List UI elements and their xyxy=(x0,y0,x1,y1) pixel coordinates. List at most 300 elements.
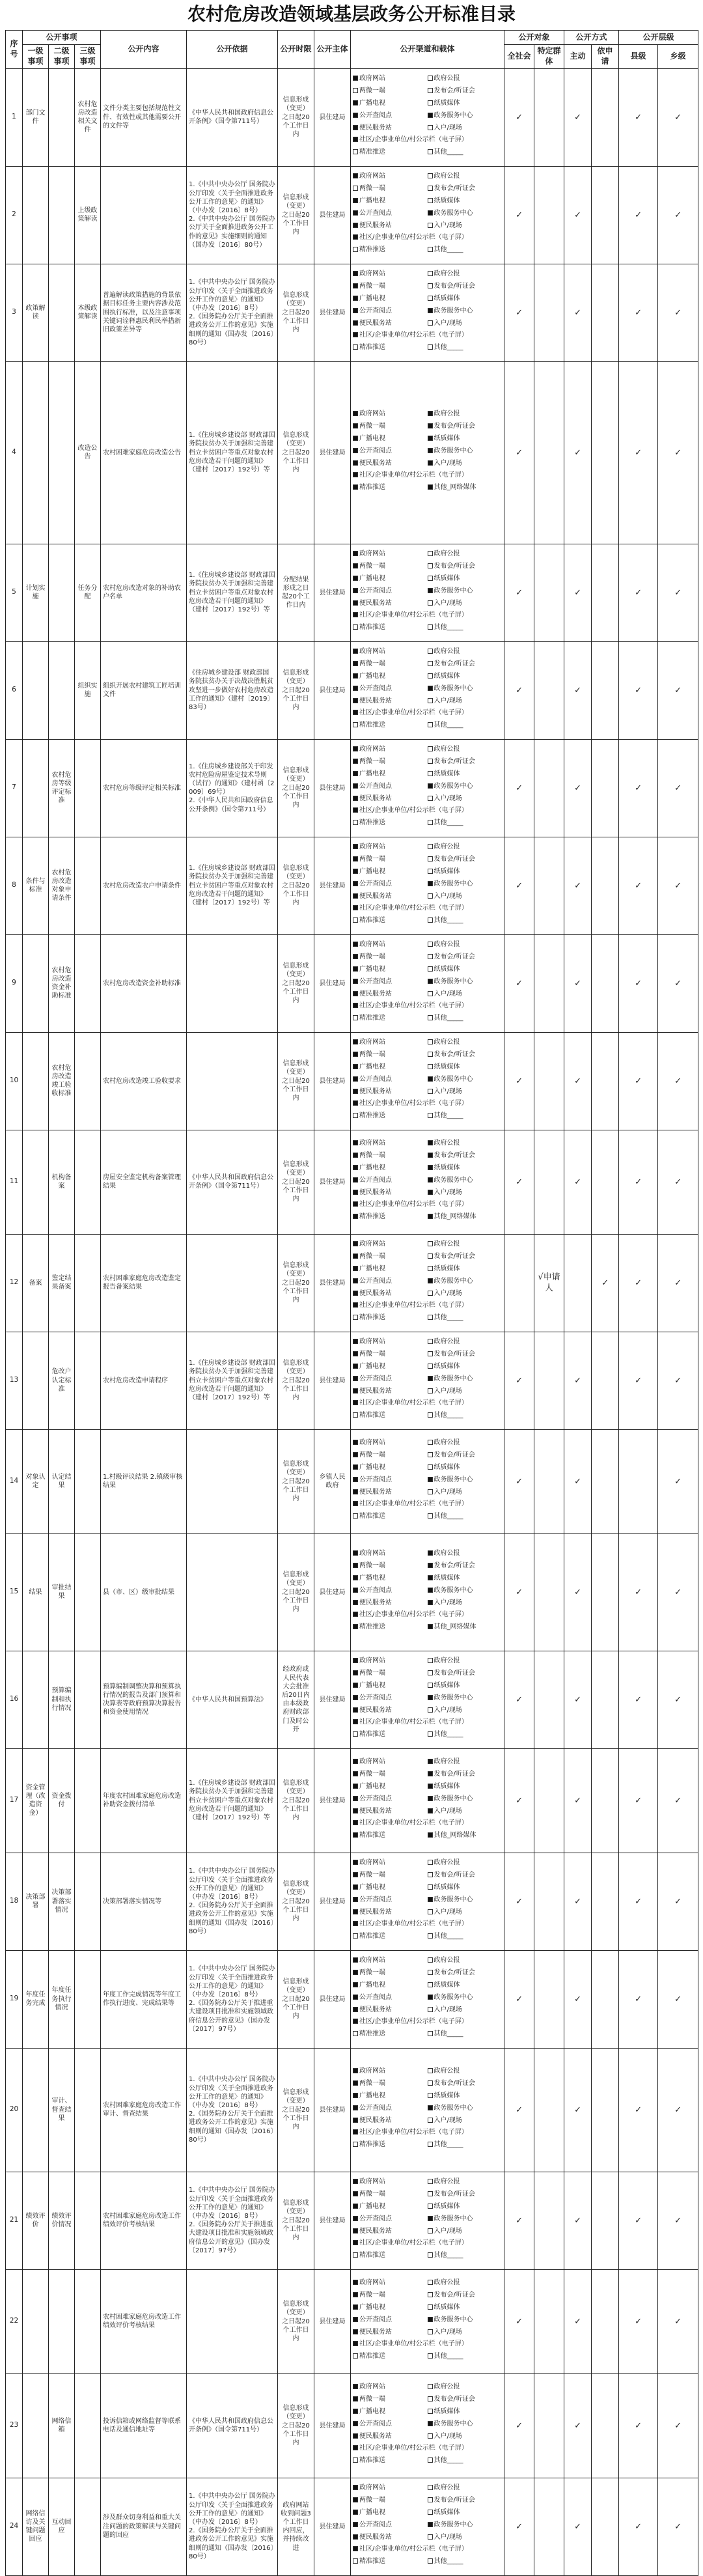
item-level-3 xyxy=(75,1234,101,1332)
object-special-mark xyxy=(534,1130,564,1234)
checked-box-icon xyxy=(353,2409,358,2414)
channel-option-label: 精准推送 xyxy=(359,1412,386,1420)
channel-option-other xyxy=(428,721,503,730)
channel-option-service xyxy=(428,1476,503,1485)
channel-option-hotline xyxy=(353,459,428,468)
checked-box-icon xyxy=(428,1897,433,1902)
unchecked-box-icon xyxy=(353,1315,358,1320)
header-level: 公开层级 xyxy=(619,31,698,45)
channel-option-label: 便民服务站 xyxy=(359,1087,393,1095)
item-level-1 xyxy=(23,1651,49,1748)
checked-box-icon xyxy=(353,1241,358,1246)
row-number: 16 xyxy=(6,1651,23,1748)
row-number: 22 xyxy=(6,2269,23,2373)
channel-option-label: 发布会/听证会 xyxy=(434,1051,475,1058)
checked-box-icon xyxy=(428,2421,433,2426)
level-county-mark: ✓ xyxy=(619,361,658,544)
level-town-mark: ✓ xyxy=(658,1032,698,1130)
channel-option-gazette xyxy=(428,1337,503,1347)
item-level-3 xyxy=(75,2048,101,2172)
checked-box-icon xyxy=(428,411,433,416)
public-time: 信息形成（变更）之日起20个工作日内 xyxy=(278,1853,314,1950)
channel-option-label: 政府网站 xyxy=(359,941,386,949)
channel-option-door xyxy=(428,319,503,328)
object-special-mark xyxy=(534,1429,564,1533)
channel-option-other xyxy=(428,245,503,255)
channel-option-label: 广播电视 xyxy=(359,770,386,777)
channel-option-label: 两微一端 xyxy=(359,953,386,960)
mode-apply-mark xyxy=(592,1853,619,1950)
mode-apply-mark xyxy=(592,1130,619,1234)
channel-option-service xyxy=(428,2316,503,2325)
channel-option-paper xyxy=(428,434,503,443)
public-content: 农村困难家庭危房改造工作绩效评价考核结果 xyxy=(101,2172,187,2269)
channel-option-label: 广播电视 xyxy=(359,1164,386,1171)
channel-option-label: 其他_____ xyxy=(434,148,463,156)
channel-option-label: 公开查阅点 xyxy=(359,1896,393,1903)
item-level-1 xyxy=(23,1130,49,1234)
channel-option-door xyxy=(428,1087,503,1097)
row-number: 12 xyxy=(6,1234,23,1332)
channel-option-label: 精准推送 xyxy=(359,2353,386,2360)
mode-apply-mark xyxy=(592,2478,619,2575)
channel-option-broadcast xyxy=(353,672,428,681)
mode-active-mark: ✓ xyxy=(564,2172,592,2269)
channel-option-label: 入户/现场 xyxy=(434,459,462,467)
channel-option-label: 政府公报 xyxy=(434,1550,460,1558)
mode-apply-mark xyxy=(592,544,619,641)
object-all-mark: ✓ xyxy=(504,1533,534,1651)
channel-option-label: 其他_网络媒体 xyxy=(434,484,476,492)
unchecked-box-icon xyxy=(353,2142,358,2147)
header-object-special: 特定群体 xyxy=(534,45,564,69)
channel-option-other xyxy=(428,2352,503,2361)
checked-box-icon xyxy=(353,2384,358,2389)
public-time: 信息形成（变更）之日起20个工作日内 xyxy=(278,1950,314,2048)
checked-box-icon xyxy=(353,1759,358,1764)
mode-apply-mark xyxy=(592,1533,619,1651)
channel-option-label: 发布会/听证会 xyxy=(434,185,475,192)
unchecked-box-icon xyxy=(428,563,433,568)
channel-option-label: 精准推送 xyxy=(359,2141,386,2149)
channel-option-label: 政务服务中心 xyxy=(434,2215,473,2222)
checked-box-icon xyxy=(353,1190,358,1195)
level-town-mark: ✓ xyxy=(658,2048,698,2172)
channel-option-other xyxy=(428,1623,503,1632)
channel-option-label: 精准推送 xyxy=(359,2457,386,2465)
object-special-mark xyxy=(534,2269,564,2373)
channel-option-label: 两微一端 xyxy=(359,1562,386,1569)
channel-option-door xyxy=(428,221,503,231)
channel-option-label: 纸质媒体 xyxy=(434,2407,460,2415)
channel-option-label: 便民服务站 xyxy=(359,892,393,900)
channel-option-precise xyxy=(353,1313,428,1323)
public-time: 信息形成（变更）之日起20个工作日内 xyxy=(278,264,314,361)
row-number: 23 xyxy=(6,2373,23,2478)
channel-option-label: 入户/现场 xyxy=(434,124,462,132)
unchecked-box-icon xyxy=(428,1339,433,1344)
checked-box-icon xyxy=(428,783,433,789)
channel-option-broadcast xyxy=(353,2508,428,2517)
checked-box-icon xyxy=(353,223,358,228)
level-town-mark: ✓ xyxy=(658,641,698,739)
channel-option-label: 两微一端 xyxy=(359,2191,386,2198)
checked-box-icon xyxy=(353,2497,358,2502)
channel-option-web xyxy=(353,1240,428,1249)
item-level-2: 农村危房等级评定标准 xyxy=(49,739,75,837)
table-row xyxy=(6,166,698,264)
object-all-mark: ✓ xyxy=(504,739,534,837)
public-subject: 县住建局 xyxy=(314,2048,351,2172)
public-basis: 1.《中共中央办公厅 国务院办公厅印发〈关于全面推进政务公开工作的意见〉的通知》（中办发〔2016〕8号） 2.《国务院办公厅关于全面推进政务公开工作的意见》实施细则的通知（国办发〔2016〕80号） xyxy=(187,1853,278,1950)
channel-option-label: 精准推送 xyxy=(359,344,386,352)
object-all-mark: ✓ xyxy=(504,1950,534,2048)
public-content: 农村困难家庭危房改造鉴定报告备案结果 xyxy=(101,1234,187,1332)
object-special-mark xyxy=(534,1853,564,1950)
public-time: 信息形成（变更）之日起20个工作日内 xyxy=(278,2269,314,2373)
channel-option-label: 纸质媒体 xyxy=(434,1265,460,1272)
checked-box-icon xyxy=(428,1695,433,1700)
checked-box-icon xyxy=(353,2485,358,2490)
channel-option-gazette xyxy=(428,1139,503,1148)
checked-box-icon xyxy=(353,76,358,81)
public-subject: 县住建局 xyxy=(314,264,351,361)
checked-box-icon xyxy=(353,472,358,477)
channel-option-label: 纸质媒体 xyxy=(434,1883,460,1891)
channel-option-broadcast xyxy=(353,1063,428,1072)
object-special-mark xyxy=(534,361,564,544)
unchecked-box-icon xyxy=(428,1052,433,1057)
item-level-1: 年度任务完成 xyxy=(23,1950,49,2048)
public-time: 经政府或人民代表大会批准后20日内由本级政府财政部门及时公开 xyxy=(278,1651,314,1748)
channel-option-label: 政务服务中心 xyxy=(434,447,473,455)
unchecked-box-icon xyxy=(428,551,433,556)
channel-option-label: 发布会/听证会 xyxy=(434,1969,475,1976)
public-content: 农村危房改造申请程序 xyxy=(101,1332,187,1429)
level-county-mark: ✓ xyxy=(619,1130,658,1234)
channel-option-label: 政府公报 xyxy=(434,1859,460,1867)
channel-option-label: 政府公报 xyxy=(434,1758,460,1766)
channel-option-wechat xyxy=(353,1561,428,1571)
checked-box-icon xyxy=(353,2019,358,2024)
public-subject: 乡镇人民政府 xyxy=(314,1429,351,1533)
level-county-mark: ✓ xyxy=(619,2269,658,2373)
channel-option-board xyxy=(353,307,428,316)
checked-box-icon xyxy=(353,1719,358,1724)
channel-option-label: 社区/企事业单位/村公示栏（电子屏） xyxy=(359,2018,468,2026)
channel-option-label: 精准推送 xyxy=(359,148,386,156)
channel-option-community xyxy=(353,1001,502,1011)
mode-active-mark: ✓ xyxy=(564,1429,592,1533)
checked-box-icon xyxy=(353,2280,358,2285)
channel-option-hotline xyxy=(353,1289,428,1298)
unchecked-box-icon xyxy=(428,1970,433,1975)
channel-option-label: 精准推送 xyxy=(359,1015,386,1022)
row-number: 1 xyxy=(6,68,23,166)
public-subject: 县住建局 xyxy=(314,641,351,739)
channel-option-label: 政府网站 xyxy=(359,410,386,418)
checked-box-icon xyxy=(353,1897,358,1902)
table-row xyxy=(6,544,698,641)
channel-option-broadcast xyxy=(353,1574,428,1583)
channel-option-hotline xyxy=(353,990,428,999)
channel-option-label: 两微一端 xyxy=(359,758,386,765)
channel-option-label: 入户/现场 xyxy=(434,1908,462,1916)
level-town-mark: ✓ xyxy=(658,544,698,641)
checked-box-icon xyxy=(353,1884,358,1890)
unchecked-box-icon xyxy=(428,991,433,996)
channel-option-label: 政府网站 xyxy=(359,2067,386,2075)
channel-option-label: 其他_____ xyxy=(434,2030,463,2038)
channel-option-label: 两微一端 xyxy=(359,1871,386,1879)
channel-option-label: 社区/企事业单位/村公示栏（电子屏） xyxy=(359,1500,468,1508)
unchecked-box-icon xyxy=(353,186,358,191)
channel-option-label: 便民服务站 xyxy=(359,1188,393,1196)
channel-option-precise xyxy=(353,1112,428,1121)
unchecked-box-icon xyxy=(428,1089,433,1094)
item-level-2: 认定结果 xyxy=(49,1429,75,1533)
public-subject: 县住建局 xyxy=(314,1748,351,1853)
channel-option-gazette xyxy=(428,2484,503,2493)
channel-option-label: 政府公报 xyxy=(434,2178,460,2186)
channel-option-paper xyxy=(428,574,503,583)
level-town-mark: ✓ xyxy=(658,1533,698,1651)
channel-option-wechat xyxy=(353,282,428,291)
table-row xyxy=(6,2172,698,2269)
unchecked-box-icon xyxy=(428,1315,433,1320)
channel-option-hotline xyxy=(353,2328,428,2337)
channel-option-wechat xyxy=(353,1350,428,1359)
unchecked-box-icon xyxy=(428,173,433,178)
channel-option-label: 便民服务站 xyxy=(359,2328,393,2336)
unchecked-box-icon xyxy=(428,1909,433,1914)
checked-box-icon xyxy=(353,332,358,337)
checked-box-icon xyxy=(428,1177,433,1183)
channel-option-label: 政务服务中心 xyxy=(434,2420,473,2428)
channel-option-door xyxy=(428,1387,503,1396)
channel-option-label: 两微一端 xyxy=(359,87,386,94)
checked-box-icon xyxy=(353,1909,358,1914)
public-content: 涉及群众切身利益和重大关注问题的政策解读与关键问题的回应 xyxy=(101,2478,187,2575)
unchecked-box-icon xyxy=(428,954,433,959)
channel-option-broadcast xyxy=(353,574,428,583)
level-town-mark: ✓ xyxy=(658,1234,698,1332)
unchecked-box-icon xyxy=(428,893,433,899)
channel-option-board xyxy=(353,1476,428,1485)
channel-option-broadcast xyxy=(353,1463,428,1472)
channel-option-label: 政务服务中心 xyxy=(434,1993,473,2001)
channel-option-label: 其他_____ xyxy=(434,1314,463,1322)
checked-box-icon xyxy=(353,2118,358,2123)
public-basis: 1.《中共中央办公厅 国务院办公厅印发〈关于全面推进政务公开工作的意见〉的通知》（中办发〔2016〕8号） 2.《国务院办公厅关于全面推进政务公开工作的意见》实施细则的通知（国办发〔2016〕80号） xyxy=(187,264,278,361)
item-level-1: 部门文件 xyxy=(23,68,49,166)
unchecked-box-icon xyxy=(428,88,433,93)
channel-option-paper xyxy=(428,672,503,681)
channel-option-precise xyxy=(353,1212,428,1222)
table-row xyxy=(6,837,698,934)
public-basis: 1.《中共中央办公厅 国务院办公厅印发〈关于全面推进政务公开工作的意见〉的通知》（中办发〔2016〕8号） 2.《中共中央办公厅 国务院办公厅关于全面推进政务公开工作的意见》实施细则的通知（国办发〔2016〕80号） xyxy=(187,166,278,264)
channel-option-broadcast xyxy=(353,1782,428,1791)
channel-option-label: 精准推送 xyxy=(359,917,386,925)
level-town-mark: ✓ xyxy=(658,1853,698,1950)
channel-option-gazette xyxy=(428,172,503,181)
channel-option-service xyxy=(428,1896,503,1905)
checked-box-icon xyxy=(353,1501,358,1506)
checked-box-icon xyxy=(428,2216,433,2221)
header-lv2: 二级事项 xyxy=(49,45,75,69)
level-county-mark: ✓ xyxy=(619,1853,658,1950)
channel-option-door xyxy=(428,2227,503,2236)
channel-option-web xyxy=(353,2484,428,2493)
object-all-mark: ✓ xyxy=(504,1853,534,1950)
item-level-3 xyxy=(75,1533,101,1651)
channel-option-label: 其他_网络媒体 xyxy=(434,1832,476,1840)
channel-option-label: 社区/企事业单位/村公示栏（电子屏） xyxy=(359,709,468,717)
channel-option-label: 政务服务中心 xyxy=(434,684,473,692)
channel-option-label: 政府公报 xyxy=(434,173,460,180)
row-number: 13 xyxy=(6,1332,23,1429)
checked-box-icon xyxy=(353,1052,358,1057)
channel-option-door xyxy=(428,990,503,999)
channel-option-gazette xyxy=(428,1956,503,1965)
channel-option-label: 广播电视 xyxy=(359,1063,386,1071)
channel-checklist xyxy=(351,2373,504,2478)
public-subject: 县住建局 xyxy=(314,361,351,544)
checked-box-icon xyxy=(428,1808,433,1813)
checked-box-icon xyxy=(353,1600,358,1605)
channel-option-label: 社区/企事业单位/村公示栏（电子屏） xyxy=(359,1718,468,1726)
channel-option-label: 政府网站 xyxy=(359,2279,386,2287)
channel-option-wechat xyxy=(353,562,428,571)
level-county-mark: ✓ xyxy=(619,68,658,166)
item-level-1: 计划实施 xyxy=(23,544,49,641)
public-basis xyxy=(187,2269,278,2373)
item-level-3 xyxy=(75,1651,101,1748)
channel-option-label: 广播电视 xyxy=(359,1362,386,1370)
unchecked-box-icon xyxy=(428,942,433,947)
channel-option-press xyxy=(428,2496,503,2505)
channel-option-board xyxy=(353,2316,428,2325)
channel-option-precise xyxy=(353,1831,428,1840)
public-time: 信息形成（变更）之日起20个工作日内 xyxy=(278,2373,314,2478)
channel-option-wechat xyxy=(353,1451,428,1460)
channel-option-web xyxy=(353,2177,428,2187)
unchecked-box-icon xyxy=(428,296,433,301)
channel-option-label: 其他_____ xyxy=(434,2141,463,2149)
channel-option-label: 其他_____ xyxy=(434,246,463,254)
channel-option-label: 精准推送 xyxy=(359,1731,386,1739)
channel-option-label: 其他_____ xyxy=(434,2252,463,2260)
channel-option-hotline xyxy=(353,697,428,706)
checked-box-icon xyxy=(353,2304,358,2310)
level-county-mark: ✓ xyxy=(619,934,658,1032)
channel-option-label: 政府公报 xyxy=(434,648,460,656)
unchecked-box-icon xyxy=(428,600,433,606)
channel-option-press xyxy=(428,953,503,962)
level-county-mark: ✓ xyxy=(619,544,658,641)
header-channel: 公开渠道和载体 xyxy=(351,31,504,69)
item-level-3: 任务分配 xyxy=(75,544,101,641)
object-all-mark: ✓ xyxy=(504,2172,534,2269)
channel-option-label: 广播电视 xyxy=(359,574,386,582)
channel-option-label: 政府公报 xyxy=(434,1657,460,1665)
channel-option-label: 政府网站 xyxy=(359,2484,386,2492)
header-seq: 序号 xyxy=(6,31,23,69)
checked-box-icon xyxy=(353,1003,358,1008)
channel-option-paper xyxy=(428,1574,503,1583)
checked-box-icon xyxy=(353,2228,358,2233)
level-town-mark: ✓ xyxy=(658,2373,698,2478)
checked-box-icon xyxy=(353,2510,358,2515)
channel-option-label: 广播电视 xyxy=(359,197,386,204)
channel-option-label: 政府公报 xyxy=(434,550,460,558)
row-number: 15 xyxy=(6,1533,23,1651)
channel-option-web xyxy=(353,1956,428,1965)
item-level-2: 资金拨付 xyxy=(49,1748,75,1853)
table-row xyxy=(6,2269,698,2373)
channel-option-label: 其他_____ xyxy=(434,1112,463,1120)
channel-option-press xyxy=(428,87,503,96)
channel-option-label: 纸质媒体 xyxy=(434,1574,460,1582)
public-subject: 县住建局 xyxy=(314,934,351,1032)
unchecked-box-icon xyxy=(428,966,433,972)
public-basis: 《住房城乡建设部 财政部国务院扶贫办关于决战决胜脱贫攻坚进一步做好农村危房改造工作的通知》（建村〔2019〕83号） xyxy=(187,641,278,739)
object-special-mark xyxy=(534,2048,564,2172)
checked-box-icon xyxy=(353,954,358,959)
channel-option-community xyxy=(353,2239,502,2248)
channel-option-label: 精准推送 xyxy=(359,1513,386,1520)
item-level-1: 对象认定 xyxy=(23,1429,49,1533)
row-number: 6 xyxy=(6,641,23,739)
checked-box-icon xyxy=(353,1253,358,1259)
public-content: 1.村级评议结果 2.镇级审核结果 xyxy=(101,1429,187,1533)
channel-option-board xyxy=(353,1586,428,1595)
channel-option-label: 精准推送 xyxy=(359,624,386,632)
checked-box-icon xyxy=(353,2080,358,2086)
unchecked-box-icon xyxy=(428,2142,433,2147)
channel-option-label: 发布会/听证会 xyxy=(434,423,475,430)
item-level-1 xyxy=(23,641,49,739)
channel-option-broadcast xyxy=(353,1883,428,1892)
mode-apply-mark xyxy=(592,2048,619,2172)
checked-box-icon xyxy=(353,423,358,428)
channel-option-label: 纸质媒体 xyxy=(434,1463,460,1471)
mode-apply-mark xyxy=(592,1950,619,2048)
channel-option-press xyxy=(428,1252,503,1261)
unchecked-box-icon xyxy=(428,2304,433,2310)
checked-box-icon xyxy=(353,2105,358,2110)
channel-option-hotline xyxy=(353,2227,428,2236)
channel-option-web xyxy=(353,270,428,279)
unchecked-box-icon xyxy=(428,1266,433,1271)
object-special-mark xyxy=(534,2373,564,2478)
unchecked-box-icon xyxy=(428,2179,433,2184)
channel-option-wechat xyxy=(353,1050,428,1059)
level-county-mark: ✓ xyxy=(619,1748,658,1853)
channel-option-web xyxy=(353,1438,428,1448)
public-subject: 县住建局 xyxy=(314,2373,351,2478)
channel-option-label: 纸质媒体 xyxy=(434,1681,460,1689)
mode-apply-mark xyxy=(592,2373,619,2478)
channel-option-label: 精准推送 xyxy=(359,1112,386,1120)
object-all-mark xyxy=(504,1234,534,1332)
channel-option-press xyxy=(428,1151,503,1160)
object-special-mark xyxy=(534,1950,564,2048)
channel-option-gazette xyxy=(428,74,503,83)
checked-box-icon xyxy=(428,113,433,118)
object-special-mark xyxy=(534,934,564,1032)
channel-option-label: 广播电视 xyxy=(359,2508,386,2516)
